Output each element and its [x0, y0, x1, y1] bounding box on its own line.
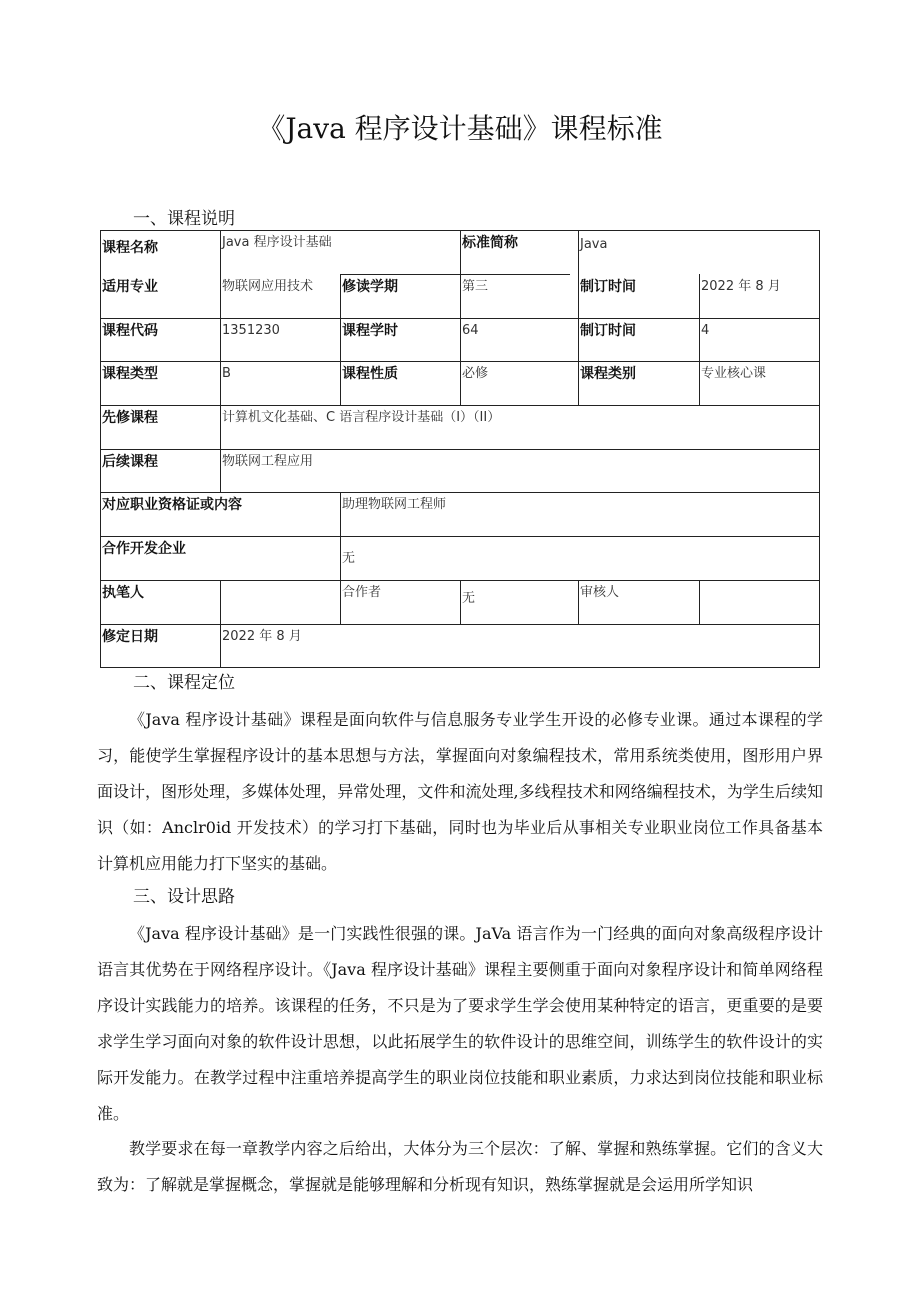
value-certificate: 助理物联网工程师	[342, 497, 447, 512]
label-major: 适用专业	[102, 279, 158, 295]
label-prerequisite: 先修课程	[102, 410, 158, 426]
label-coauthor: 合作者	[342, 585, 382, 600]
label-certificate: 对应职业资格证或内容	[102, 497, 242, 513]
value-author	[220, 580, 340, 583]
value-major: 物联网应用技术	[222, 279, 314, 294]
label-revise-date: 修定日期	[102, 629, 158, 645]
label-course-category: 课程类别	[580, 366, 636, 382]
label-partner: 合作开发企业	[102, 541, 186, 557]
label-made-time: 制订时间	[580, 279, 636, 295]
label-author: 执笔人	[102, 585, 144, 601]
value-prerequisite: 计算机文化基础、C 语言程序设计基础（I）（II）	[222, 410, 501, 425]
value-course-type: B	[222, 366, 231, 381]
paragraph-design-approach: 《Java 程序设计基础》是一门实践性很强的课。JaVa 语言作为一门经典的面向对象高级程序设计语言其优势在于网络程序设计。《Java 程序设计基础》课程主要侧重于面向对象程序设计和简单网络程序设计实践能力的培养。该课程的任务，不只是为了要求学生学会使用某种特定的语言，更重要的是要求学生学习面向对象的软件设计思想，以此拓展学生的软件设计的思维空间，训练学生的软件设计的实际开发能力。在教学过程中注重培养提高学生的职业岗位技能和职业素质，力求达到岗位技能和职业标准。	[97, 924, 823, 1123]
value-credit: 4	[701, 323, 710, 338]
value-made-time: 2022 年 8 月	[701, 279, 781, 294]
value-followup: 物联网工程应用	[222, 454, 314, 469]
label-short-name: 标准简称	[462, 235, 518, 251]
value-course-nature: 必修	[462, 366, 489, 381]
section-heading-course-description: 一、课程说明	[133, 209, 235, 229]
label-reviewer: 审核人	[580, 585, 620, 600]
value-coauthor: 无	[462, 591, 476, 606]
label-course-nature: 课程性质	[342, 366, 398, 382]
value-course-hours: 64	[462, 323, 479, 338]
label-term: 修读学期	[342, 279, 398, 295]
section-heading-design-approach: 三、设计思路	[133, 887, 235, 907]
course-info-table	[100, 230, 820, 668]
paragraph-course-positioning: 《Java 程序设计基础》课程是面向软件与信息服务专业学生开设的必修专业课。通过本课程的学习，能使学生掌握程序设计的基本思想与方法，掌握面向对象编程技术，常用系统类使用，图形用户界面设计，图形处理，多媒体处理，异常处理，文件和流处理,多线程技术和网络编程技术，为学生后续知识（如：Anclr0id 开发技术）的学习打下基础，同时也为毕业后从事相关专业职业岗位工作具备基本计算机应用能力打下坚实的基础。	[97, 710, 823, 873]
label-course-name: 课程名称	[102, 240, 158, 256]
document-title: 《Java 程序设计基础》课程标准	[257, 112, 663, 145]
label-course-hours: 课程学时	[342, 323, 398, 339]
value-course-category: 专业核心课	[701, 366, 767, 381]
section-heading-course-positioning: 二、课程定位	[133, 673, 235, 693]
value-course-code: 1351230	[222, 323, 280, 338]
value-course-name: Java 程序设计基础	[222, 235, 332, 250]
paragraph-teaching-requirements: 教学要求在每一章教学内容之后给出，大体分为三个层次：了解、掌握和熟练掌握。它们的含义大致为：了解就是掌握概念，掌握就是能够理解和分析现有知识，熟练掌握就是会运用所学知识	[97, 1139, 823, 1194]
label-followup: 后续课程	[102, 454, 158, 470]
value-term: 第三	[462, 279, 489, 294]
label-made-time-2: 制订时间	[580, 323, 636, 339]
value-revise-date: 2022 年 8 月	[222, 629, 302, 644]
value-reviewer	[699, 580, 819, 583]
label-course-type: 课程类型	[102, 366, 158, 382]
label-course-code: 课程代码	[102, 323, 158, 339]
value-short-name: Java	[580, 237, 608, 252]
value-partner: 无	[342, 551, 356, 566]
